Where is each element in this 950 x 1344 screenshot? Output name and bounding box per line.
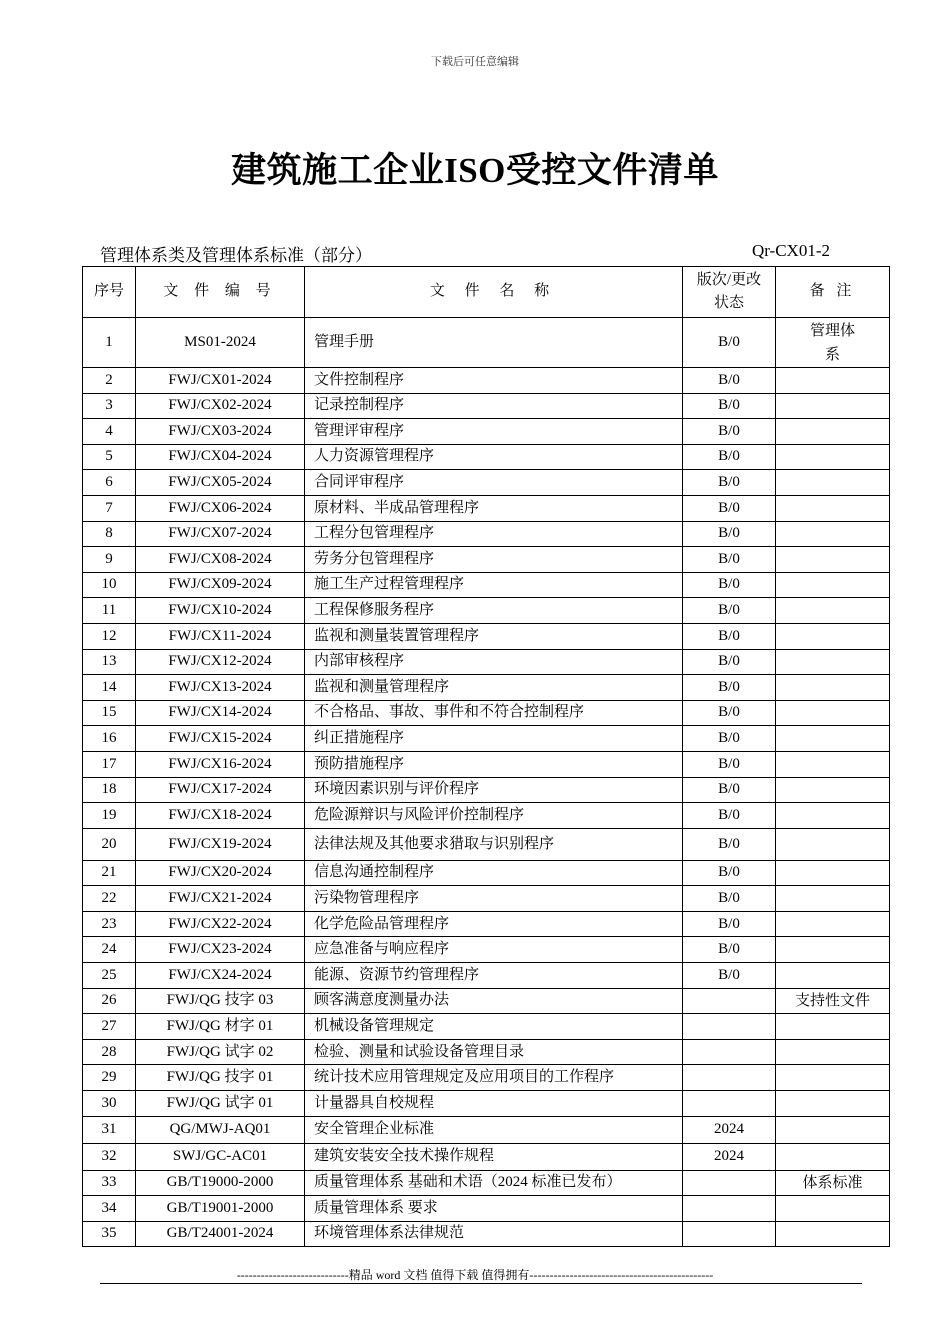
row-doc-code: FWJ/CX18-2024 <box>136 803 305 829</box>
row-version: B/0 <box>683 675 776 701</box>
row-doc-code: FWJ/CX21-2024 <box>136 886 305 912</box>
row-note <box>776 828 890 860</box>
row-number: 29 <box>83 1065 136 1091</box>
row-doc-name: 建筑安装安全技术操作规程 <box>305 1143 683 1170</box>
row-version: B/0 <box>683 860 776 886</box>
row-note <box>776 1014 890 1040</box>
row-version: B/0 <box>683 368 776 394</box>
row-doc-code: FWJ/CX04-2024 <box>136 444 305 470</box>
row-note <box>776 1196 890 1222</box>
row-doc-code: FWJ/CX11-2024 <box>136 623 305 649</box>
row-note <box>776 368 890 394</box>
row-version: B/0 <box>683 547 776 573</box>
row-doc-name: 纠正措施程序 <box>305 726 683 752</box>
row-doc-name: 工程分包管理程序 <box>305 521 683 547</box>
row-version: B/0 <box>683 623 776 649</box>
header-code: 文 件 编 号 <box>136 267 305 318</box>
row-doc-code: FWJ/CX15-2024 <box>136 726 305 752</box>
section-subheading <box>100 241 830 266</box>
row-version: B/0 <box>683 521 776 547</box>
table-row <box>83 751 890 777</box>
row-version: B/0 <box>683 649 776 675</box>
row-number: 19 <box>83 803 136 829</box>
table-row <box>83 1116 890 1143</box>
row-doc-name: 记录控制程序 <box>305 393 683 419</box>
row-version <box>683 1014 776 1040</box>
row-doc-code: SWJ/GC-AC01 <box>136 1143 305 1170</box>
header-no: 序号 <box>83 267 136 318</box>
row-doc-code: FWJ/CX01-2024 <box>136 368 305 394</box>
row-version: B/0 <box>683 751 776 777</box>
header-note: 下载后可任意编辑 <box>431 56 519 68</box>
table-row <box>83 470 890 496</box>
row-doc-name: 监视和测量装置管理程序 <box>305 623 683 649</box>
table-row <box>83 572 890 598</box>
row-number: 9 <box>83 547 136 573</box>
row-doc-code: FWJ/CX09-2024 <box>136 572 305 598</box>
row-number: 17 <box>83 751 136 777</box>
table-row <box>83 963 890 989</box>
form-code: Qr-CX01-2 <box>751 241 830 260</box>
row-note <box>776 963 890 989</box>
row-number: 10 <box>83 572 136 598</box>
table-row <box>83 1091 890 1117</box>
table-row <box>83 1170 890 1196</box>
section-label: 管理体系类及管理体系标准（部分） <box>100 246 372 265</box>
row-number: 23 <box>83 911 136 937</box>
row-doc-code: FWJ/QG 技字 03 <box>136 988 305 1014</box>
table-row <box>83 1014 890 1040</box>
row-number: 26 <box>83 988 136 1014</box>
table-row <box>83 649 890 675</box>
row-number: 15 <box>83 700 136 726</box>
row-doc-name: 文件控制程序 <box>305 368 683 394</box>
row-number: 20 <box>83 828 136 860</box>
row-note: 管理体系 <box>776 318 890 368</box>
row-number: 5 <box>83 444 136 470</box>
row-doc-name: 计量器具自校规程 <box>305 1091 683 1117</box>
row-note <box>776 751 890 777</box>
row-doc-name: 能源、资源节约管理程序 <box>305 963 683 989</box>
row-version: B/0 <box>683 598 776 624</box>
row-doc-name: 危险源辩识与风险评价控制程序 <box>305 803 683 829</box>
table-row <box>83 675 890 701</box>
row-version <box>683 1196 776 1222</box>
table-row <box>83 911 890 937</box>
table-row <box>83 1196 890 1222</box>
row-doc-name: 内部审核程序 <box>305 649 683 675</box>
table-row <box>83 886 890 912</box>
row-doc-code: FWJ/CX14-2024 <box>136 700 305 726</box>
row-doc-name: 统计技术应用管理规定及应用项目的工作程序 <box>305 1065 683 1091</box>
row-doc-code: FWJ/CX23-2024 <box>136 937 305 963</box>
row-doc-name: 顾客满意度测量办法 <box>305 988 683 1014</box>
row-note <box>776 1116 890 1143</box>
table-row <box>83 1221 890 1247</box>
row-number: 18 <box>83 777 136 803</box>
row-number: 35 <box>83 1221 136 1247</box>
row-note <box>776 623 890 649</box>
row-note <box>776 937 890 963</box>
row-doc-code: FWJ/CX08-2024 <box>136 547 305 573</box>
row-number: 12 <box>83 623 136 649</box>
row-note <box>776 803 890 829</box>
row-doc-code: FWJ/CX20-2024 <box>136 860 305 886</box>
header-note-col: 备 注 <box>776 267 890 318</box>
row-doc-name: 环境管理体系法律规范 <box>305 1221 683 1247</box>
table-row <box>83 1065 890 1091</box>
row-note <box>776 886 890 912</box>
table-row <box>83 700 890 726</box>
row-note <box>776 572 890 598</box>
row-number: 34 <box>83 1196 136 1222</box>
row-doc-code: FWJ/QG 材字 01 <box>136 1014 305 1040</box>
row-number: 27 <box>83 1014 136 1040</box>
row-version: B/0 <box>683 803 776 829</box>
table-header-row <box>83 267 890 318</box>
row-doc-name: 化学危险品管理程序 <box>305 911 683 937</box>
row-number: 31 <box>83 1116 136 1143</box>
row-version <box>683 1065 776 1091</box>
row-doc-code: FWJ/CX17-2024 <box>136 777 305 803</box>
row-number: 6 <box>83 470 136 496</box>
row-number: 22 <box>83 886 136 912</box>
table-row <box>83 1039 890 1065</box>
header-version: 版次/更改状态 <box>683 267 776 318</box>
row-note <box>776 598 890 624</box>
row-note <box>776 495 890 521</box>
table-row <box>83 1143 890 1170</box>
header-name: 文 件 名 称 <box>305 267 683 318</box>
row-doc-code: FWJ/QG 试字 01 <box>136 1091 305 1117</box>
table-row <box>83 547 890 573</box>
table-row <box>83 937 890 963</box>
row-note <box>776 393 890 419</box>
table-body <box>83 318 890 1247</box>
row-doc-code: FWJ/CX10-2024 <box>136 598 305 624</box>
row-doc-code: GB/T19001-2000 <box>136 1196 305 1222</box>
row-doc-name: 工程保修服务程序 <box>305 598 683 624</box>
row-note <box>776 470 890 496</box>
row-number: 24 <box>83 937 136 963</box>
row-note: 支持性文件 <box>776 988 890 1014</box>
row-version: B/0 <box>683 318 776 368</box>
row-note <box>776 521 890 547</box>
row-doc-code: FWJ/CX22-2024 <box>136 911 305 937</box>
table-row <box>83 368 890 394</box>
row-note <box>776 700 890 726</box>
row-version: B/0 <box>683 911 776 937</box>
row-doc-code: FWJ/CX05-2024 <box>136 470 305 496</box>
row-version: 2024 <box>683 1116 776 1143</box>
row-doc-name: 管理手册 <box>305 318 683 368</box>
table-row <box>83 726 890 752</box>
table-row <box>83 419 890 445</box>
row-note <box>776 1065 890 1091</box>
row-doc-name: 施工生产过程管理程序 <box>305 572 683 598</box>
row-number: 7 <box>83 495 136 521</box>
row-version: 2024 <box>683 1143 776 1170</box>
row-doc-name: 原材料、半成品管理程序 <box>305 495 683 521</box>
table-row <box>83 860 890 886</box>
row-doc-name: 预防措施程序 <box>305 751 683 777</box>
row-doc-name: 质量管理体系 基础和术语（2024 标准已发布） <box>305 1170 683 1196</box>
table-row <box>83 988 890 1014</box>
row-number: 16 <box>83 726 136 752</box>
row-version: B/0 <box>683 726 776 752</box>
table-row <box>83 495 890 521</box>
row-note: 体系标准 <box>776 1170 890 1196</box>
row-doc-code: FWJ/CX16-2024 <box>136 751 305 777</box>
row-number: 33 <box>83 1170 136 1196</box>
row-number: 28 <box>83 1039 136 1065</box>
row-version <box>683 1091 776 1117</box>
row-version <box>683 988 776 1014</box>
row-doc-name: 机械设备管理规定 <box>305 1014 683 1040</box>
row-doc-code: FWJ/CX24-2024 <box>136 963 305 989</box>
row-doc-name: 环境因素识别与评价程序 <box>305 777 683 803</box>
row-version: B/0 <box>683 777 776 803</box>
row-note <box>776 1091 890 1117</box>
row-version: B/0 <box>683 393 776 419</box>
row-doc-name: 监视和测量管理程序 <box>305 675 683 701</box>
footer-text: ----------------------------精品 word 文档 值得下载 值得拥有---------------------------------------------- <box>236 1268 714 1282</box>
row-doc-code: FWJ/QG 试字 02 <box>136 1039 305 1065</box>
table-row <box>83 318 890 368</box>
table-row <box>83 828 890 860</box>
row-note <box>776 726 890 752</box>
table-row <box>83 803 890 829</box>
row-note <box>776 547 890 573</box>
row-note <box>776 860 890 886</box>
table-row <box>83 393 890 419</box>
row-note <box>776 1221 890 1247</box>
row-number: 13 <box>83 649 136 675</box>
row-doc-name: 污染物管理程序 <box>305 886 683 912</box>
row-doc-code: MS01-2024 <box>136 318 305 368</box>
row-doc-code: FWJ/CX07-2024 <box>136 521 305 547</box>
row-note <box>776 675 890 701</box>
row-version: B/0 <box>683 495 776 521</box>
row-number: 32 <box>83 1143 136 1170</box>
row-number: 11 <box>83 598 136 624</box>
row-number: 2 <box>83 368 136 394</box>
row-version <box>683 1221 776 1247</box>
row-doc-code: FWJ/CX13-2024 <box>136 675 305 701</box>
row-version: B/0 <box>683 444 776 470</box>
document-title: 建筑施工企业ISO受控文件清单 <box>231 151 719 190</box>
row-doc-code: FWJ/CX03-2024 <box>136 419 305 445</box>
row-doc-name: 管理评审程序 <box>305 419 683 445</box>
row-note <box>776 777 890 803</box>
row-note <box>776 1039 890 1065</box>
row-doc-code: FWJ/CX19-2024 <box>136 828 305 860</box>
row-note <box>776 649 890 675</box>
row-doc-name: 信息沟通控制程序 <box>305 860 683 886</box>
row-number: 3 <box>83 393 136 419</box>
row-doc-code: GB/T24001-2024 <box>136 1221 305 1247</box>
row-doc-name: 应急准备与响应程序 <box>305 937 683 963</box>
row-doc-name: 人力资源管理程序 <box>305 444 683 470</box>
row-doc-name: 合同评审程序 <box>305 470 683 496</box>
row-doc-code: QG/MWJ-AQ01 <box>136 1116 305 1143</box>
row-doc-name: 法律法规及其他要求猎取与识别程序 <box>305 828 683 860</box>
row-version: B/0 <box>683 937 776 963</box>
row-doc-code: FWJ/CX06-2024 <box>136 495 305 521</box>
row-number: 30 <box>83 1091 136 1117</box>
footer-rule <box>100 1283 862 1284</box>
row-version: B/0 <box>683 828 776 860</box>
table-row <box>83 444 890 470</box>
row-version: B/0 <box>683 419 776 445</box>
row-doc-name: 安全管理企业标准 <box>305 1116 683 1143</box>
table-row <box>83 777 890 803</box>
row-number: 1 <box>83 318 136 368</box>
row-doc-code: FWJ/CX12-2024 <box>136 649 305 675</box>
table-row <box>83 623 890 649</box>
row-number: 4 <box>83 419 136 445</box>
row-doc-name: 质量管理体系 要求 <box>305 1196 683 1222</box>
row-note <box>776 419 890 445</box>
row-version <box>683 1039 776 1065</box>
row-version: B/0 <box>683 572 776 598</box>
row-doc-name: 劳务分包管理程序 <box>305 547 683 573</box>
table-row <box>83 598 890 624</box>
row-note <box>776 444 890 470</box>
row-doc-code: FWJ/QG 技字 01 <box>136 1065 305 1091</box>
row-version: B/0 <box>683 886 776 912</box>
row-number: 14 <box>83 675 136 701</box>
row-version: B/0 <box>683 700 776 726</box>
row-doc-name: 检验、测量和试验设备管理目录 <box>305 1039 683 1065</box>
row-doc-code: FWJ/CX02-2024 <box>136 393 305 419</box>
row-version: B/0 <box>683 470 776 496</box>
row-doc-name: 不合格品、事故、事件和不符合控制程序 <box>305 700 683 726</box>
row-version <box>683 1170 776 1196</box>
row-number: 8 <box>83 521 136 547</box>
controlled-documents-table <box>82 266 890 1247</box>
row-note <box>776 911 890 937</box>
row-doc-code: GB/T19000-2000 <box>136 1170 305 1196</box>
row-version: B/0 <box>683 963 776 989</box>
row-number: 21 <box>83 860 136 886</box>
row-note <box>776 1143 890 1170</box>
table-row <box>83 521 890 547</box>
row-number: 25 <box>83 963 136 989</box>
